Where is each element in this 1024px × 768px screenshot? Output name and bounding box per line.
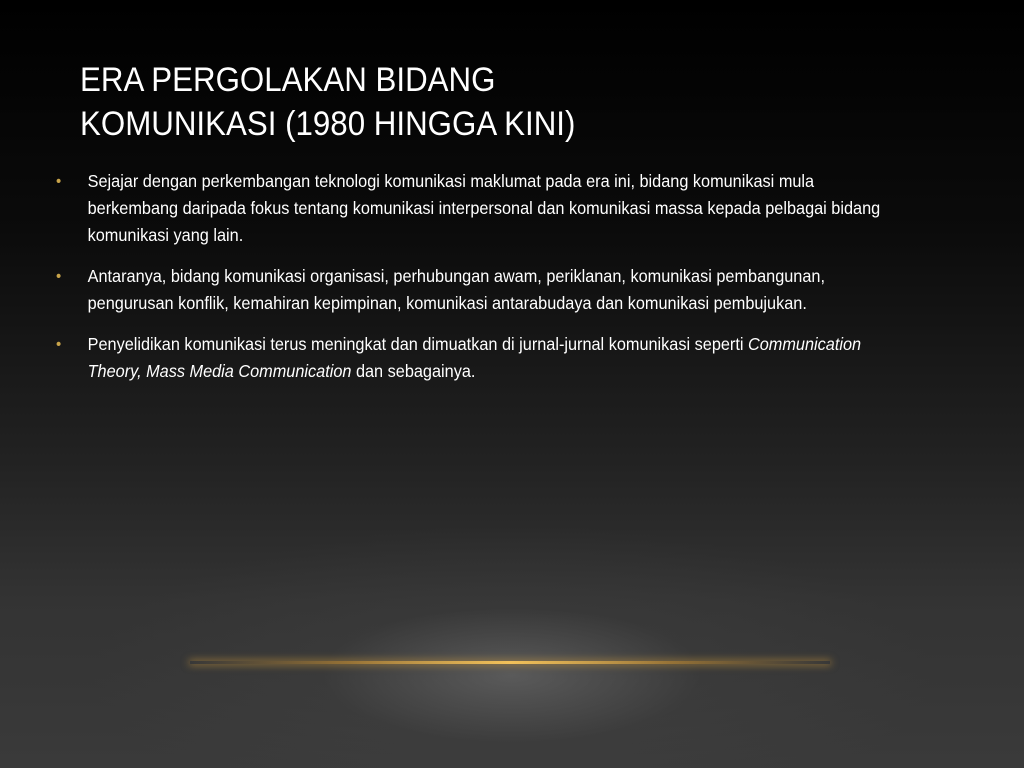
bullet-item (56, 331, 893, 385)
bullet-text: Sejajar dengan perkembangan teknologi komunikasi maklumat pada era ini, bidang komunikasi mula berkembang daripada fokus tentang komunikasi interpersonal dan komunikasi massa kepada pelbagai bidang komunikasi yang lain. (87, 171, 881, 245)
bullet-text (88, 331, 893, 385)
bullet-icon: • (56, 268, 62, 285)
decorative-glow-line (190, 661, 830, 664)
bullet-item (56, 168, 893, 249)
bullet-item (56, 263, 893, 317)
bullet-text: Antaranya, bidang komunikasi organisasi, perhubungan awam, periklanan, komunikasi pembangunan, pengurusan konflik, kemahiran kepimpinan, komunikasi antarabudaya dan komunikasi pembujukan. (87, 266, 825, 313)
bullet-text-after: dan sebagainya. (351, 361, 476, 381)
slide-title-line-2: KOMUNIKASI (1980 HINGGA KINI) (80, 105, 576, 143)
bullet-list (56, 168, 956, 399)
bullet-text-before: Penyelidikan komunikasi terus meningkat dan dimuatkan di jurnal-jurnal komunikasi seperti (87, 334, 749, 354)
slide-title (80, 58, 871, 146)
bullet-icon: • (56, 336, 62, 353)
slide-title-line-1: ERA PERGOLAKAN BIDANG (80, 61, 496, 99)
bullet-icon: • (56, 173, 62, 190)
journal-titles: Communication Theory, Mass Media Communication (87, 334, 862, 381)
